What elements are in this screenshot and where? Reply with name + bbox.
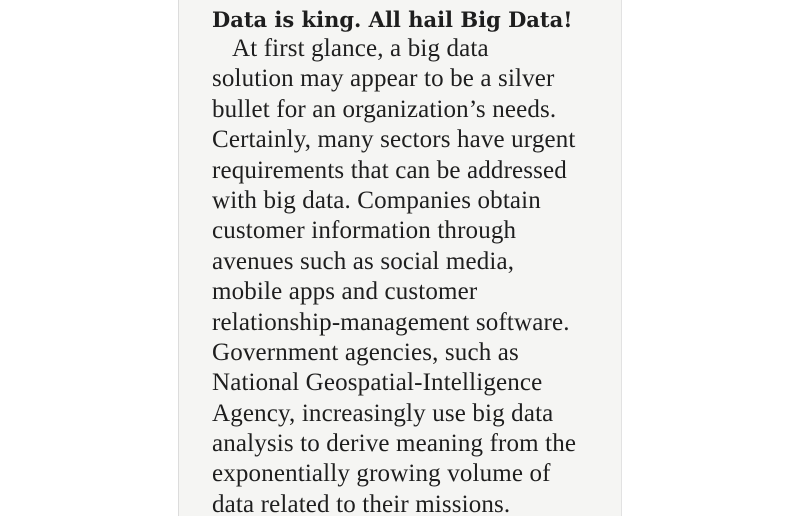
article-line: requirements that can be addressed xyxy=(212,156,567,184)
article-line: Government agencies, such as xyxy=(212,338,519,366)
article-line: exponentially growing volume of xyxy=(212,460,551,488)
article-line: solution may appear to be a silver xyxy=(212,65,555,93)
article-heading: Data is king. All hail Big Data! xyxy=(212,7,573,32)
article-line: relationship-management software. xyxy=(212,308,570,336)
article-line: avenues such as social media, xyxy=(212,247,515,275)
article-line: Agency, increasingly use big data xyxy=(212,399,554,427)
article-line: National Geospatial-Intelligence xyxy=(212,369,543,397)
article-line: customer information through xyxy=(212,217,517,245)
article-line: data related to their missions. xyxy=(212,490,511,516)
article-line: analysis to derive meaning from the xyxy=(212,430,577,458)
article-line: with big data. Companies obtain xyxy=(212,186,541,214)
article-body xyxy=(212,6,620,516)
article-line: Certainly, many sectors have urgent xyxy=(212,126,576,154)
article-line: bullet for an organization’s needs. xyxy=(212,95,557,123)
article-line: mobile apps and customer xyxy=(212,278,478,306)
article-line: At first glance, a big data xyxy=(232,35,489,62)
